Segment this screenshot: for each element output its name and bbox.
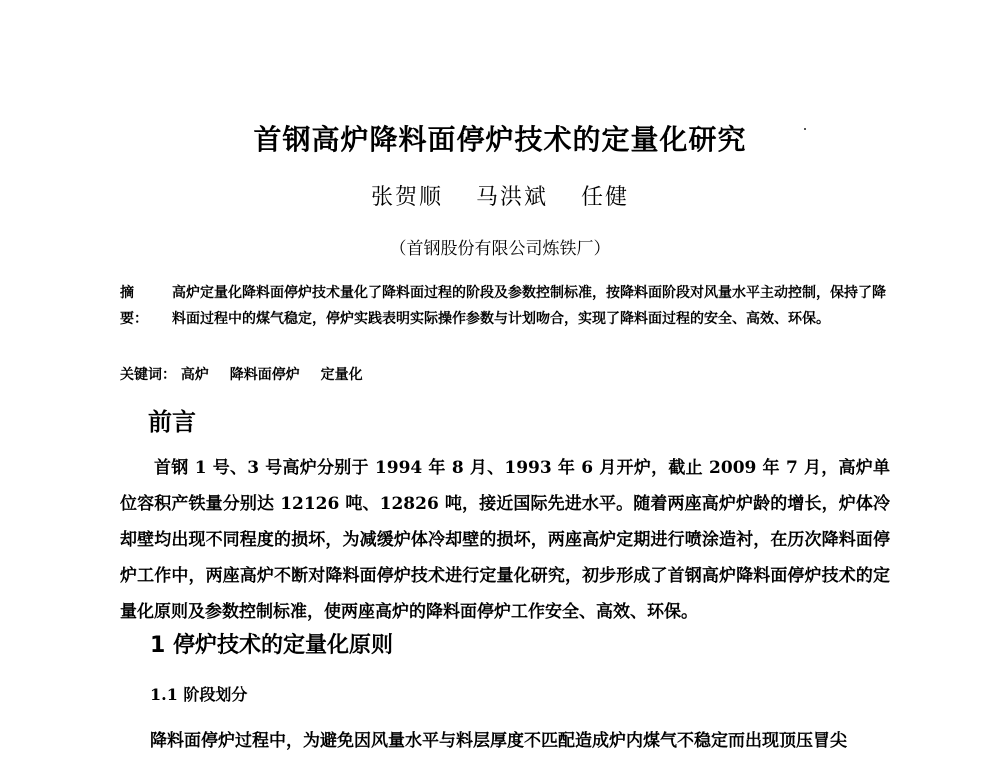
scan-speck [804,128,806,130]
section-heading-1: 1 停炉技术的定量化原则 [150,633,393,658]
abstract [120,280,890,332]
affiliation: （首钢股份有限公司炼铁厂） [389,239,611,259]
keyword: 降料面停炉 [229,367,300,383]
intro-paragraph: 首钢 1 号、3 号高炉分别于 1994 年 8 月、1993 年 6 月开炉，截止 2009 年 7 月，高炉单位容积产铁量分别达 12126 吨、12826 吨，接近国际先进水平。随着两座高炉炉龄的增长，炉体冷却壁均出现不同程度的损坏，为减缓炉体冷却壁的损坏，两座高炉定期进行喷涂造衬，在历次降料面停炉工作中，两座高炉不断对降料面停炉技术进行定量化研究，初步形成了首钢高炉降料面停炉技术的定量化原则及参数控制标准，使两座高炉的降料面停炉工作安全、高效、环保。 [120,458,890,622]
subsection-paragraph: 降料面停炉过程中，为避免因风量水平与料层厚度不匹配造成炉内煤气不稳定而出现顶压冒尖 [150,731,847,751]
abstract-label: 摘 要： [120,285,148,327]
section-heading-intro: 前言 [148,408,196,436]
keywords [120,364,890,384]
keywords-label: 关键词： [120,367,176,383]
author-list [0,180,1000,211]
subsection-heading-1-1: 1.1 阶段划分 [150,685,248,704]
author-name: 张贺顺 [370,185,443,210]
keyword: 高炉 [180,367,209,383]
author-name: 马洪斌 [475,185,548,210]
abstract-text: 高炉定量化降料面停炉技术量化了降料面过程的阶段及参数控制标准，按降料面阶段对风量水平主动控制，保持了降料面过程中的煤气稳定，停炉实践表明实际操作参数与计划吻合，实现了降料面过程的安全、高效、环保。 [172,285,886,327]
author-name: 任健 [581,185,630,210]
paper-title: 首钢高炉降料面停炉技术的定量化研究 [253,123,747,156]
keyword: 定量化 [320,367,363,383]
